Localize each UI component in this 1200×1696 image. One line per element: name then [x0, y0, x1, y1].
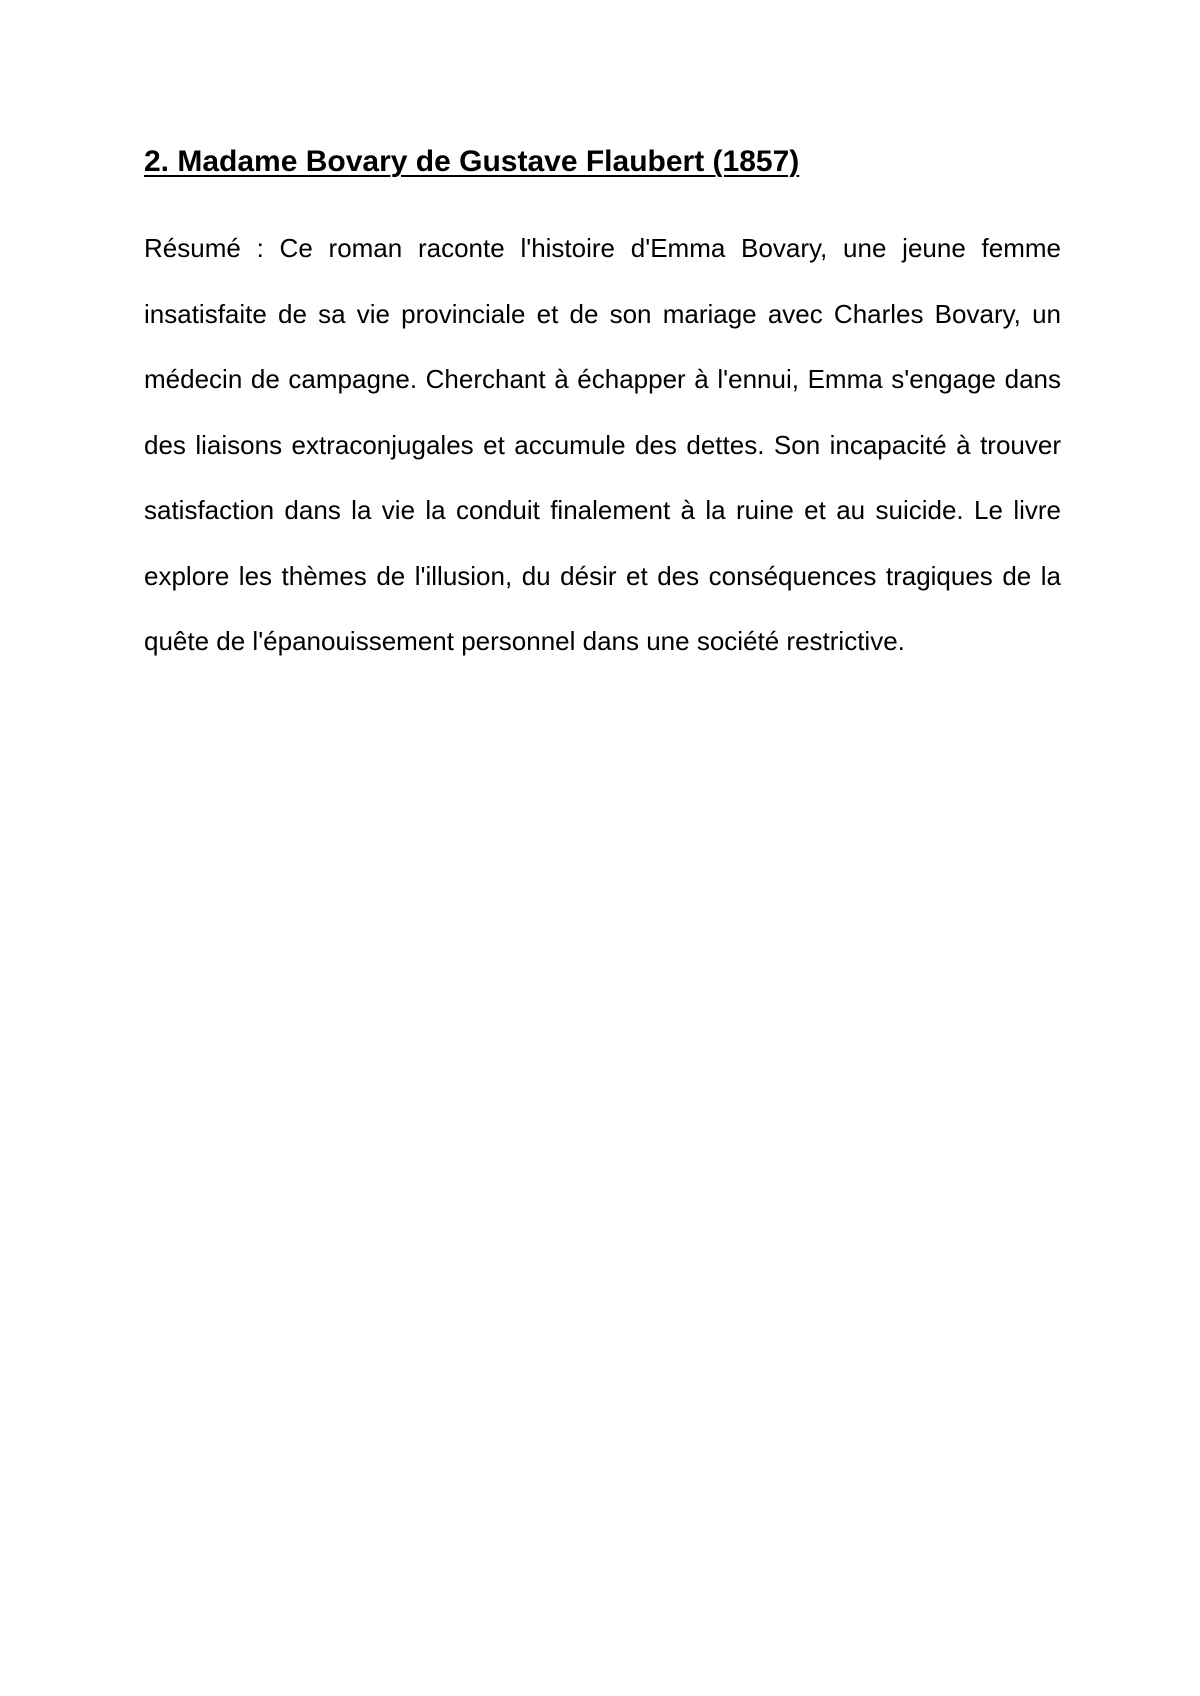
summary-paragraph: Résumé : Ce roman raconte l'histoire d'Emma Bovary, une jeune femme insatisfaite de sa vie provinciale et de son mariage avec Charles Bovary, un médecin de campagne. Cherchant à échapper à l'ennui, Emma s'engage dans des liaisons extraconjugales et accumule des dettes. Son incapacité à trouver satisfaction dans la vie la conduit finalement à la ruine et au suicide. Le livre explore les thèmes de l'illusion, du désir et des conséquences tragiques de la quête de l'épanouissement personnel dans une société restrictive. — [144, 233, 1061, 656]
section-heading: 2. Madame Bovary de Gustave Flaubert (1857) — [144, 145, 800, 178]
document-body — [144, 140, 1061, 675]
